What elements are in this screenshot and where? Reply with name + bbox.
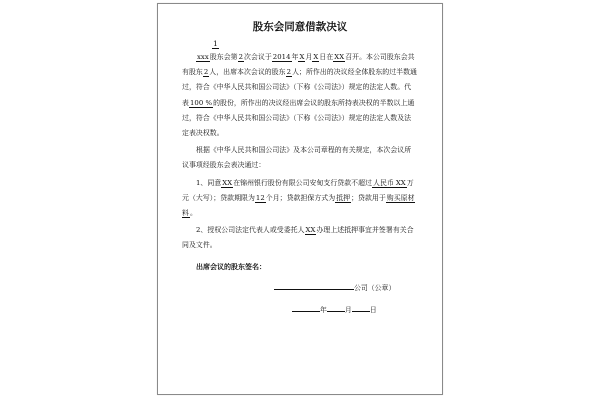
loan-amount: XX bbox=[395, 178, 406, 187]
signature-block bbox=[182, 280, 418, 318]
basis-paragraph: 根据《中华人民共和国公司法》及本公司章程的有关规定，本次会议所议事项经股东会表决通过： bbox=[182, 146, 412, 170]
guarantee-method: 抵押 bbox=[336, 193, 351, 202]
borrower-company: XX bbox=[222, 178, 233, 187]
seal-blank bbox=[274, 280, 354, 290]
present-shareholders: 2 bbox=[286, 68, 292, 77]
loan-currency: 人民币 bbox=[373, 178, 394, 187]
meeting-paragraph: xxx股东会第2次会议于2014年X月X日在XX召开。本公司股东会共有股东2人，出席本次会议的股东2人；所作出的决议经全体股东的过半数通过，符合《中华人民共和国公司法》（下称《公司法》）规定的法定人数。代表100 %的股份，所作出的决议经出席会议的股东所持表决权的半数以上通过，符合《中华人民共和国公司法》（下称《公司法》）规定的法定人数及法定表决权数。 bbox=[182, 53, 417, 138]
meeting-day: X bbox=[313, 53, 319, 61]
day-blank bbox=[352, 302, 370, 312]
month-blank bbox=[327, 302, 345, 312]
year-blank bbox=[292, 302, 320, 312]
company-seal-label: 公司（公章） bbox=[354, 283, 396, 292]
company-seal-line bbox=[274, 280, 510, 296]
loan-purpose: 购买原材料 bbox=[182, 193, 415, 218]
signers-label: 出席会议的股东签名： bbox=[196, 261, 266, 271]
meeting-place: XX bbox=[334, 53, 345, 61]
document-page bbox=[157, 3, 443, 395]
company-name-blank: xxx bbox=[197, 53, 209, 61]
date-line: 年 月 日 bbox=[292, 302, 528, 318]
meeting-year: 2014 bbox=[272, 53, 291, 61]
total-shareholders: 2 bbox=[203, 68, 209, 77]
resolution-item-2: 2、授权公司法定代表人或受委托人XX办理上述抵押事宜并签署有关合同及文件。 bbox=[182, 226, 414, 250]
authorized-person: XX bbox=[305, 226, 316, 235]
document-title: 股东会同意借款决议 bbox=[252, 21, 348, 33]
share-percent: 100 % bbox=[189, 98, 213, 107]
meeting-month: X bbox=[299, 53, 305, 61]
resolution-item-1: 1、同意XX在锦州银行股份有限公司安甸支行贷款不超过人民币 XX万元（大写）；贷款期限为12个月；贷款担保方式为抵押；贷款用于购买原材料。 bbox=[182, 178, 415, 218]
loan-term: 12 bbox=[255, 193, 265, 202]
section-number: 1 bbox=[213, 39, 218, 48]
session-number: 2 bbox=[238, 53, 244, 61]
